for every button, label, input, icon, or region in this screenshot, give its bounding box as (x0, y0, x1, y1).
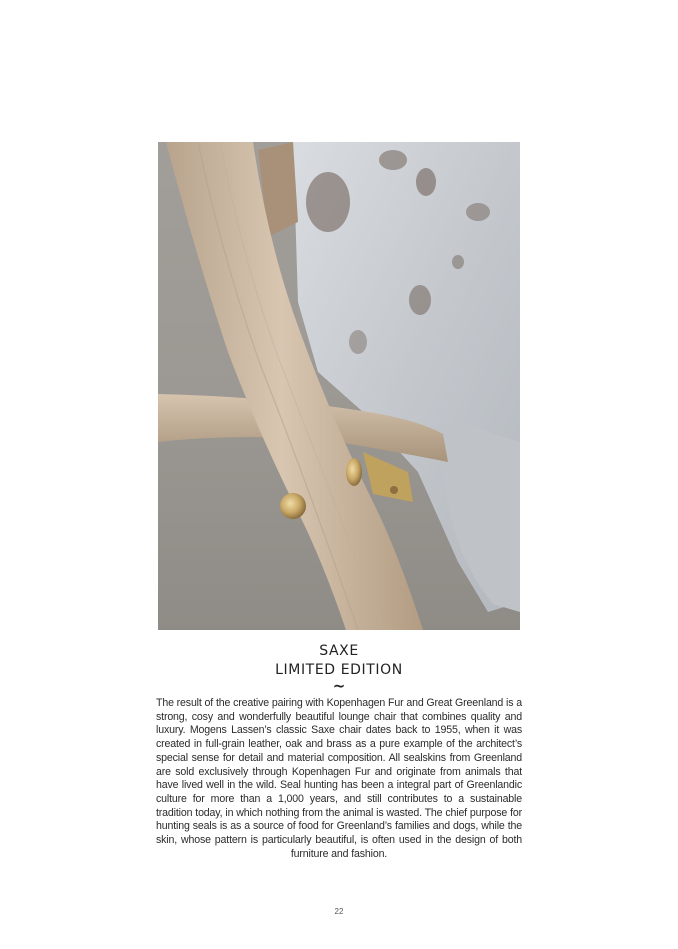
product-description: The result of the creative pairing with Kopenhagen Fur and Great Greenland is a strong, cosy and wonderfully beautiful lounge chair that combines quality and luxury. Mogens Lassen’s classic Saxe chair dates back to 1955, when it was created in full-grain leather, oak and brass as a pure example of the architect’s special sense for detail and material composition. All sealskins from Greenland are sold exclusively through Kopenhagen Fur and originate from animals that have lived well in the wild. Seal hunting has been a integral part of Greenlandic culture for more than a 1,000 years, and still contributes to a sustainable tradition today, in which nothing from the animal is wasted. The chief purpose for hunting seals is as a source of food for Greenland’s families and dogs, while the skin, whose pattern is particularly beautiful, is often used in the design of both furniture and fashion. (156, 697, 522, 860)
product-title: SAXE (319, 643, 359, 659)
page-number: 22 (334, 907, 344, 916)
chair-photo (158, 142, 520, 630)
title-block (0, 642, 678, 695)
edition-subtitle: LIMITED EDITION (275, 662, 403, 678)
tilde-ornament: ~ (332, 677, 346, 695)
